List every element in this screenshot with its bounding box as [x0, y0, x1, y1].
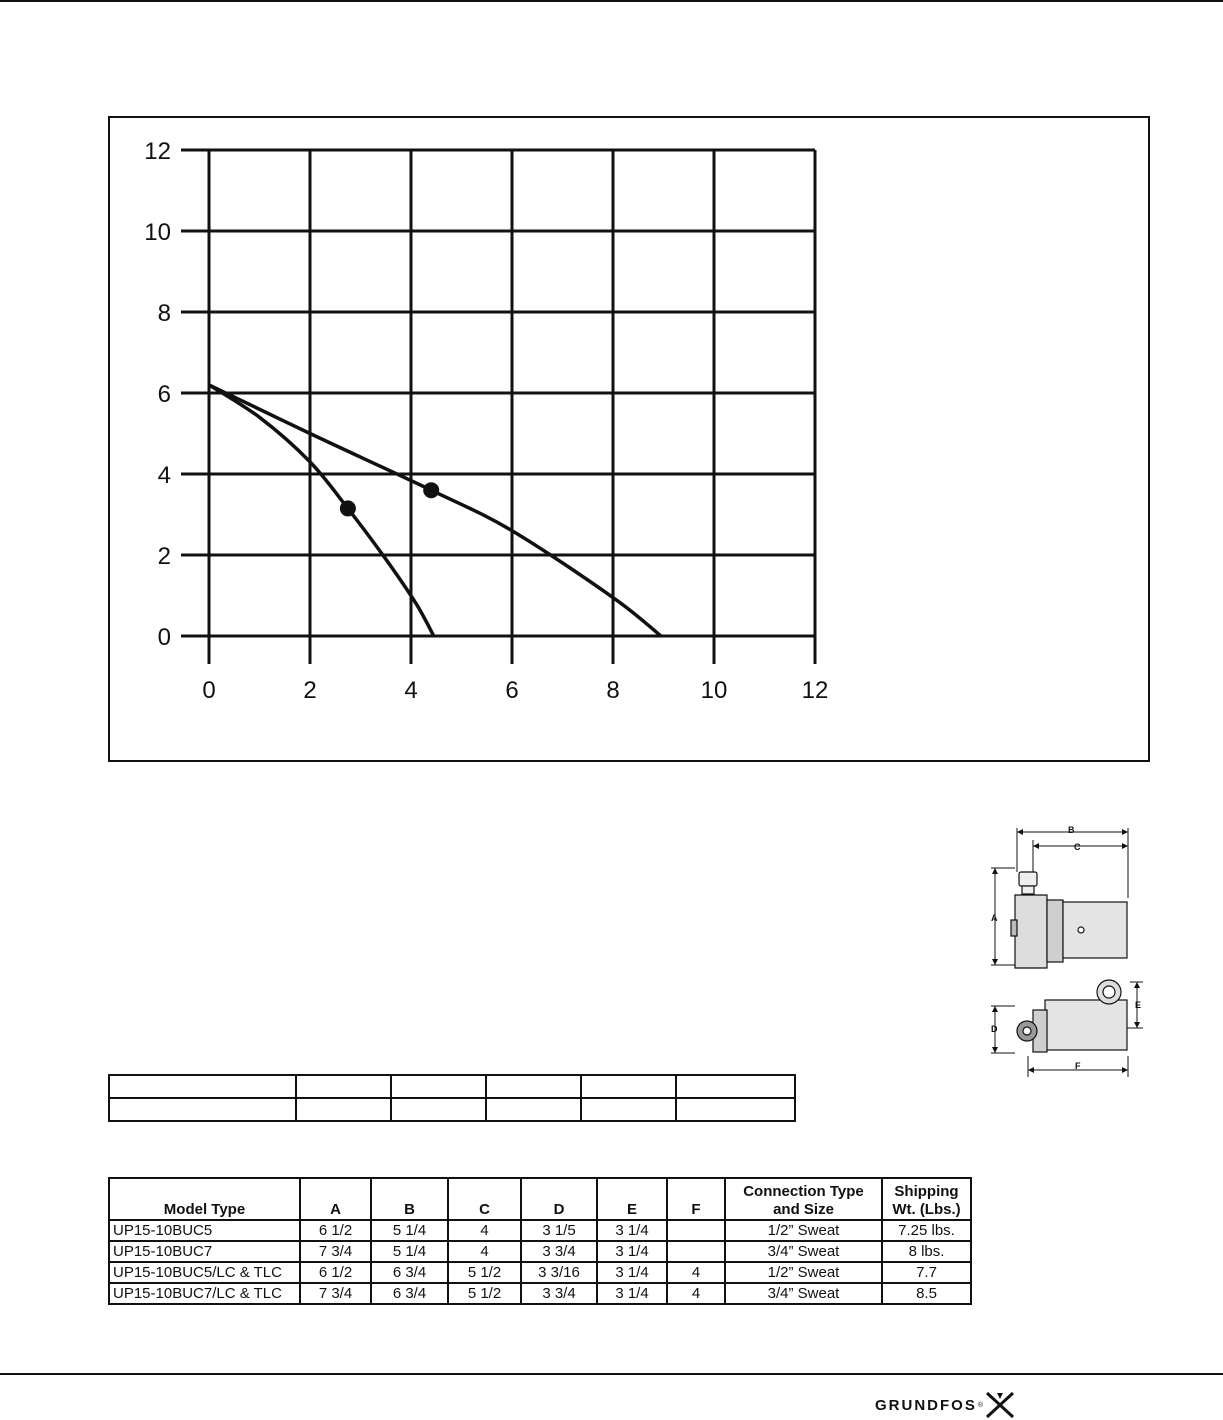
x-tick-label: 6: [505, 677, 519, 704]
x-tick-label: 8: [606, 677, 620, 704]
table-cell: 8 lbs.: [882, 1241, 971, 1262]
table-cell: UP15-10BUC5: [109, 1220, 300, 1241]
grundfos-x-icon: [983, 1391, 1017, 1419]
table-cell: 5 1/4: [371, 1220, 448, 1241]
y-tick-label: 10: [144, 219, 171, 246]
curve-marker-2: [423, 482, 439, 498]
header-c: C: [448, 1178, 521, 1220]
table-cell: 5 1/2: [448, 1283, 521, 1304]
table-cell: 5 1/2: [448, 1262, 521, 1283]
table-cell: 6 1/2: [300, 1220, 371, 1241]
table-cell: 3 3/4: [521, 1241, 597, 1262]
curve-marker-1: [340, 500, 356, 516]
table-cell: 3 1/5: [521, 1220, 597, 1241]
y-tick-label: 0: [157, 624, 171, 651]
table-cell: UP15-10BUC7/LC & TLC: [109, 1283, 300, 1304]
grundfos-logo: [875, 1390, 1017, 1420]
table-cell: 3/4” Sweat: [725, 1283, 882, 1304]
table-cell: UP15-10BUC7: [109, 1241, 300, 1262]
table-cell: 4: [448, 1220, 521, 1241]
x-tick-label: 0: [202, 677, 216, 704]
x-tick-label: 12: [801, 677, 829, 704]
header-d: D: [521, 1178, 597, 1220]
table-cell: 6 3/4: [371, 1283, 448, 1304]
blank-table: [108, 1074, 796, 1122]
table-cell: 7 3/4: [300, 1241, 371, 1262]
header-model-type: Model Type: [109, 1178, 300, 1220]
y-tick-label: 4: [157, 462, 171, 489]
table-row: [109, 1262, 971, 1283]
table-header-row: [109, 1178, 971, 1220]
bottom-rule: [0, 1373, 1223, 1375]
drawing-letter-f: F: [1075, 1061, 1081, 1071]
table-cell: 3 1/4: [597, 1262, 667, 1283]
table-cell: 6 1/2: [300, 1262, 371, 1283]
logo-registered-mark: ®: [977, 1401, 984, 1409]
pump-curve-chart: [108, 116, 1150, 762]
table-cell: 5 1/4: [371, 1241, 448, 1262]
table-cell: 3/4” Sweat: [725, 1241, 882, 1262]
x-tick-label: 10: [700, 677, 728, 704]
pump-dimension-drawing: [985, 820, 1145, 1082]
table-cell: 7.7: [882, 1262, 971, 1283]
table-cell: 3 1/4: [597, 1283, 667, 1304]
table-cell: 8.5: [882, 1283, 971, 1304]
table-cell: 7 3/4: [300, 1283, 371, 1304]
y-tick-label: 8: [157, 300, 171, 327]
header-e: E: [597, 1178, 667, 1220]
pump-curve-2: [209, 385, 661, 636]
drawing-letter-e: E: [1135, 1000, 1142, 1010]
header-a: A: [300, 1178, 371, 1220]
header-b: B: [371, 1178, 448, 1220]
table-cell: 3 3/4: [521, 1283, 597, 1304]
table-cell: [667, 1241, 725, 1262]
table-cell: 3 3/16: [521, 1262, 597, 1283]
table-cell: 4: [667, 1262, 725, 1283]
table-cell: 7.25 lbs.: [882, 1220, 971, 1241]
top-rule: [0, 0, 1223, 2]
header-shipping: Shipping Wt. (Lbs.): [882, 1178, 971, 1220]
table-cell: 4: [667, 1283, 725, 1304]
table-cell: 3 1/4: [597, 1220, 667, 1241]
x-tick-label: 4: [404, 677, 418, 704]
table-row: [109, 1283, 971, 1304]
x-tick-label: 2: [303, 677, 317, 704]
table-cell: 4: [448, 1241, 521, 1262]
logo-text: GRUNDFOS: [875, 1396, 977, 1414]
table-cell: 1/2” Sweat: [725, 1220, 882, 1241]
table-row: [109, 1241, 971, 1262]
table-cell: UP15-10BUC5/LC & TLC: [109, 1262, 300, 1283]
dimension-table: [108, 1177, 972, 1305]
header-connection: Connection Type and Size: [725, 1178, 882, 1220]
table-row: [109, 1220, 971, 1241]
header-f: F: [667, 1178, 725, 1220]
table-cell: [667, 1220, 725, 1241]
table-cell: 6 3/4: [371, 1262, 448, 1283]
y-tick-label: 6: [157, 381, 171, 408]
drawing-letter-a: A: [991, 913, 998, 923]
table-cell: 1/2” Sweat: [725, 1262, 882, 1283]
y-tick-label: 12: [144, 138, 171, 165]
table-cell: 3 1/4: [597, 1241, 667, 1262]
drawing-letter-d: D: [991, 1024, 998, 1034]
y-tick-label: 2: [157, 543, 171, 570]
pump-curve-1: [209, 385, 434, 636]
drawing-letter-c: C: [1074, 842, 1081, 852]
drawing-letter-b: B: [1068, 825, 1075, 835]
